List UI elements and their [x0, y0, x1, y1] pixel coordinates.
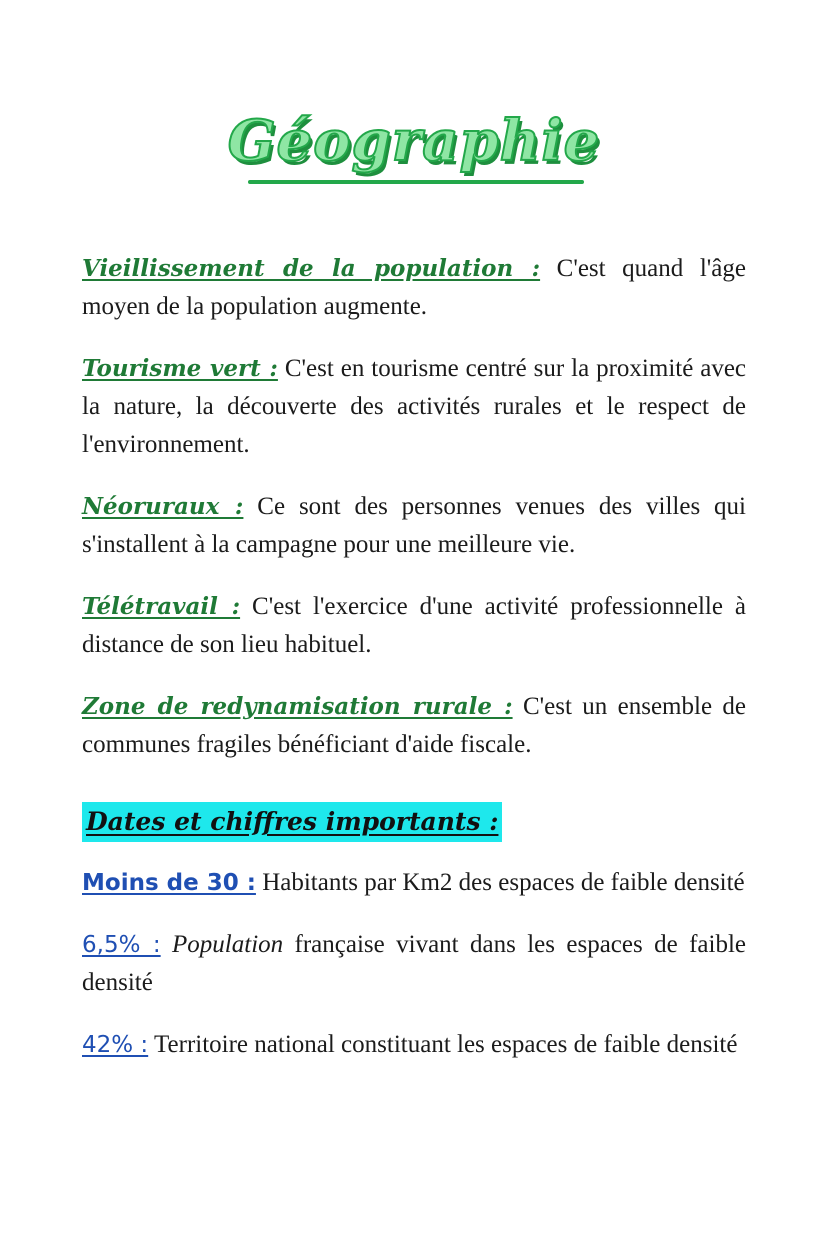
definition-item [82, 250, 746, 326]
figure-term: 6,5% : [82, 932, 161, 958]
definition-term: Vieillissement de la population : [82, 255, 541, 282]
page-title: Géographie [227, 108, 601, 174]
figure-item [82, 864, 746, 902]
definition-text: C'est un ensemble de communes fragiles bénéficiant d'aide fiscale. [82, 693, 746, 758]
figure-item [82, 1026, 746, 1064]
figure-text-italic: Population [172, 931, 284, 958]
definition-text: Ce sont des personnes venues des villes qui s'installent à la campagne pour une meilleure vie. [82, 493, 746, 558]
figure-term: Moins de 30 : [82, 870, 256, 896]
definition-item [82, 588, 746, 664]
definition-item [82, 688, 746, 764]
definition-text: C'est quand l'âge moyen de la population augmente. [82, 255, 746, 320]
definition-term: Néoruraux : [82, 493, 244, 520]
content [82, 250, 746, 1064]
title-underline [248, 180, 584, 184]
figure-text: Habitants par Km2 des espaces de faible densité [262, 869, 745, 896]
definition-item [82, 350, 746, 464]
definition-term: Tourisme vert : [82, 355, 278, 382]
definition-term: Télétravail : [82, 593, 241, 620]
figure-text: Territoire national constituant les espaces de faible densité [154, 1031, 738, 1058]
definition-text: C'est l'exercice d'une activité professionnelle à distance de son lieu habituel. [82, 593, 747, 658]
figure-text: française vivant dans les espaces de faible densité [82, 931, 746, 996]
figure-term: 42% : [82, 1032, 149, 1058]
definition-term: Zone de redynamisation rurale : [82, 693, 513, 720]
section-heading: Dates et chiffres importants : [82, 802, 502, 842]
definition-item [82, 488, 746, 564]
definition-text: C'est en tourisme centré sur la proximité avec la nature, la découverte des activités rurales et le respect de l'environnement. [82, 355, 747, 458]
figure-item [82, 926, 746, 1002]
